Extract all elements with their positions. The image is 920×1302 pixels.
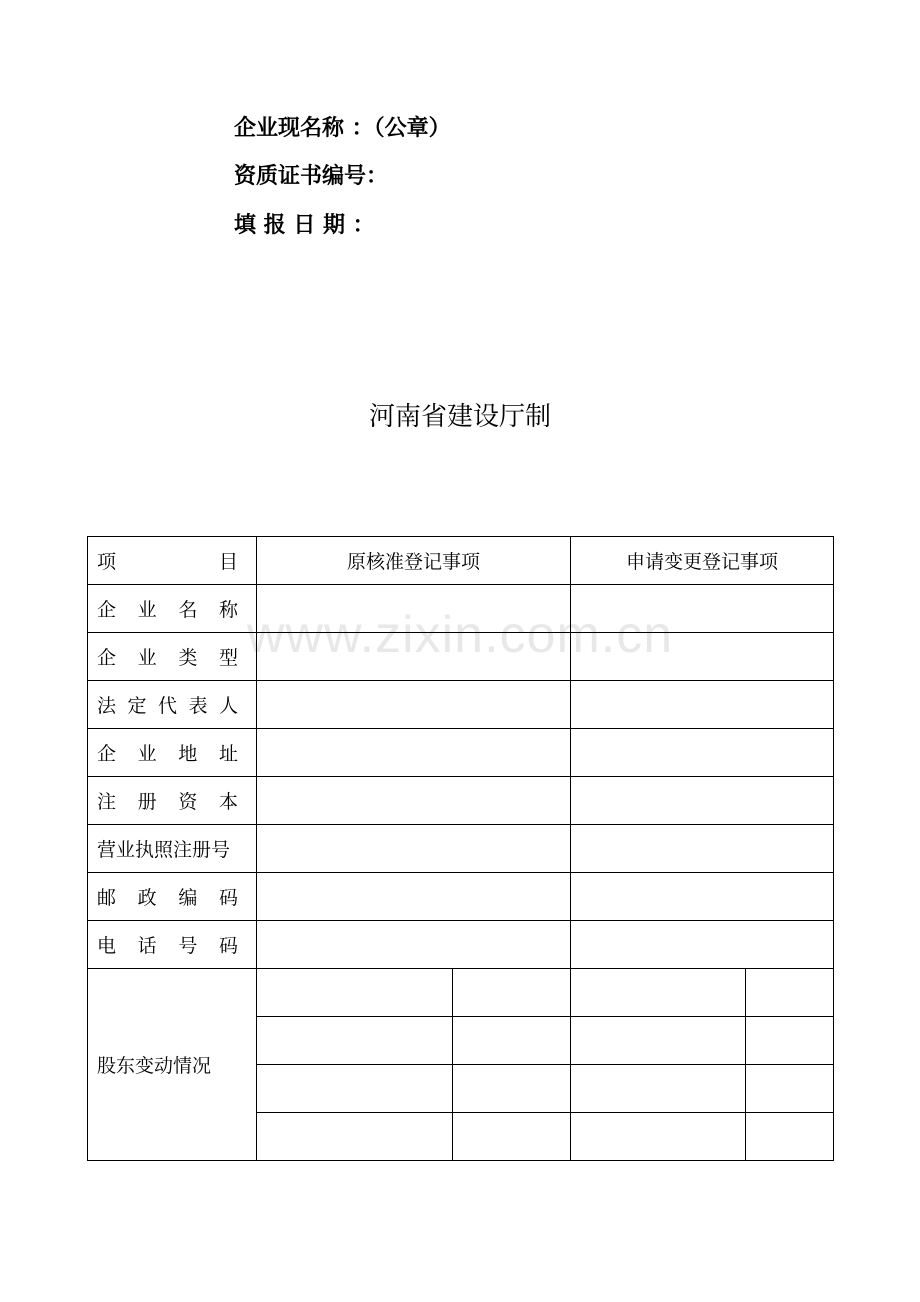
header-requested: 申请变更登记事项 (571, 537, 834, 585)
registration-change-table (87, 536, 834, 1161)
requested-value-cell[interactable] (571, 921, 834, 969)
requested-value-cell[interactable] (571, 633, 834, 681)
row-label: 注 册 资 本 (88, 777, 257, 825)
cert-number-line: 资质证书编号： (234, 164, 389, 189)
original-value-cell[interactable] (257, 777, 571, 825)
shareholder-cell[interactable] (571, 1113, 746, 1161)
shareholder-cell[interactable] (453, 1065, 571, 1113)
original-value-cell[interactable] (257, 729, 571, 777)
row-label: 企 业 地 址 (88, 729, 257, 777)
requested-value-cell[interactable] (571, 729, 834, 777)
requested-value-cell[interactable] (571, 873, 834, 921)
requested-value-cell[interactable] (571, 777, 834, 825)
shareholder-cell[interactable] (571, 969, 746, 1017)
table-row (88, 585, 834, 633)
shareholder-cell[interactable] (746, 1065, 834, 1113)
row-label: 电 话 号 码 (88, 921, 257, 969)
table-row (88, 777, 834, 825)
table-row (88, 921, 834, 969)
table-row (88, 681, 834, 729)
table-row (88, 729, 834, 777)
shareholder-cell[interactable] (257, 1065, 453, 1113)
shareholder-cell[interactable] (453, 1113, 571, 1161)
table-header-row (88, 537, 834, 585)
row-label: 企 业 类 型 (88, 633, 257, 681)
row-label: 企 业 名 称 (88, 585, 257, 633)
shareholder-cell[interactable] (746, 1017, 834, 1065)
company-name-line: 企业现名称 ：（公章） (234, 116, 451, 141)
table-row (88, 825, 834, 873)
original-value-cell[interactable] (257, 921, 571, 969)
shareholder-cell[interactable] (257, 1017, 453, 1065)
requested-value-cell[interactable] (571, 585, 834, 633)
shareholder-row (88, 969, 834, 1017)
requested-value-cell[interactable] (571, 681, 834, 729)
shareholder-cell[interactable] (571, 1065, 746, 1113)
original-value-cell[interactable] (257, 681, 571, 729)
requested-value-cell[interactable] (571, 825, 834, 873)
row-label: 营业执照注册号 (88, 825, 257, 873)
row-label: 法 定 代 表 人 (88, 681, 257, 729)
issuer-title: 河南省建设厅制 (368, 402, 551, 432)
original-value-cell[interactable] (257, 585, 571, 633)
original-value-cell[interactable] (257, 825, 571, 873)
shareholder-cell[interactable] (571, 1017, 746, 1065)
report-date-line: 填 报 日 期 ： (234, 213, 375, 238)
original-value-cell[interactable] (257, 633, 571, 681)
table-row (88, 873, 834, 921)
shareholder-cell[interactable] (257, 1113, 453, 1161)
watermark-text: www.zixin.com.cn (246, 606, 674, 664)
shareholder-cell[interactable] (257, 969, 453, 1017)
header-item: 项 目 (88, 537, 257, 585)
shareholder-cell[interactable] (453, 1017, 571, 1065)
shareholder-label: 股东变动情况 (88, 969, 257, 1161)
header-original: 原核准登记事项 (257, 537, 571, 585)
original-value-cell[interactable] (257, 873, 571, 921)
row-label: 邮 政 编 码 (88, 873, 257, 921)
shareholder-cell[interactable] (746, 969, 834, 1017)
table-row (88, 633, 834, 681)
shareholder-cell[interactable] (453, 969, 571, 1017)
shareholder-cell[interactable] (746, 1113, 834, 1161)
